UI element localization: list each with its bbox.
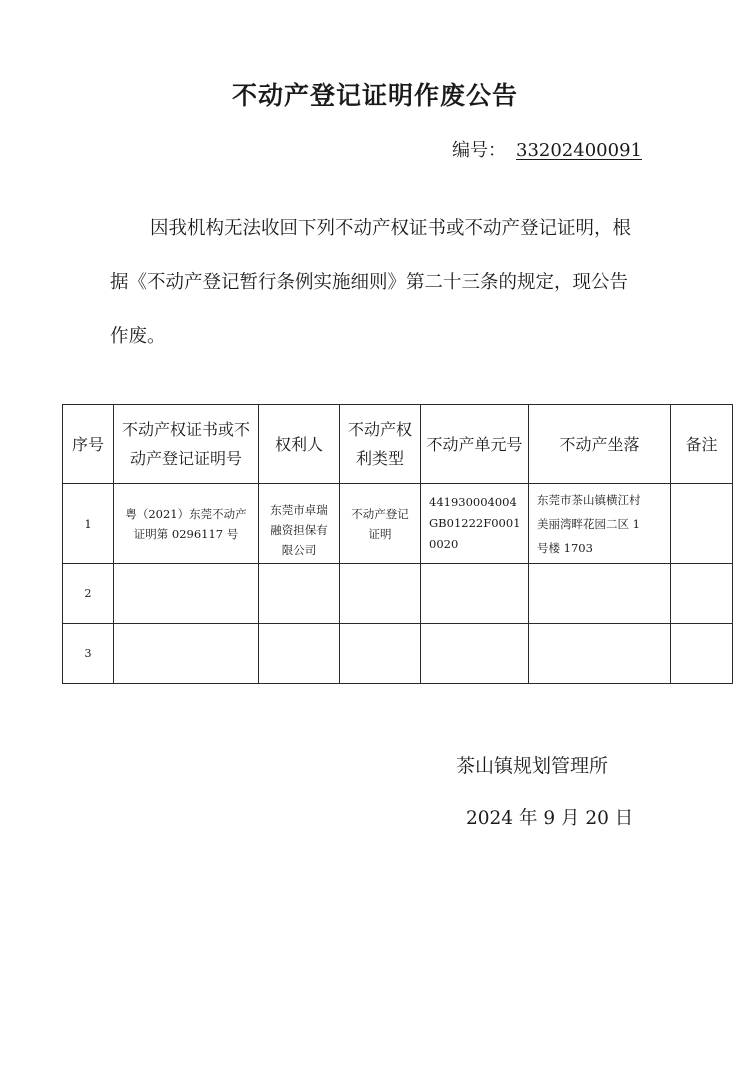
cell-unit-number: 441930004004GB01222F00010020 — [421, 484, 529, 564]
cell-owner — [259, 484, 340, 564]
document-title: 不动产登记证明作废公告 — [231, 81, 518, 110]
cell-owner-line-1: 东莞市卓瑞 — [270, 503, 328, 517]
cell-cert-line-2: 证明第 0296117 号 — [133, 526, 239, 541]
table-header-row — [63, 405, 733, 484]
cell-right-type — [340, 624, 421, 684]
table-row — [63, 484, 733, 564]
cell-unit-number — [421, 564, 529, 624]
cell-owner-line-2: 融资担保有 — [270, 523, 328, 537]
issue-date: 2024 年 9 月 20 日 — [466, 808, 634, 829]
header-type-line-1: 不动产权 — [347, 420, 412, 439]
cell-remarks — [671, 484, 733, 564]
void-certificate-table — [62, 404, 733, 684]
cell-seq: 2 — [63, 564, 114, 624]
cell-type-line-1: 不动产登记 — [351, 506, 409, 521]
header-cert-line-2: 动产登记证明号 — [129, 449, 242, 468]
cell-location — [529, 564, 671, 624]
cell-location-line-2: 美丽湾畔花园二区 1 — [537, 516, 640, 531]
cell-remarks — [671, 624, 733, 684]
paragraph-line-3: 作废。 — [110, 326, 166, 347]
table-row — [63, 624, 733, 684]
cell-owner — [259, 564, 340, 624]
cell-owner — [259, 624, 340, 684]
cell-type-line-2: 证明 — [368, 526, 392, 541]
cell-cert-number — [114, 564, 259, 624]
header-seq: 序号 — [63, 405, 114, 484]
cell-location — [529, 624, 671, 684]
document-number — [452, 136, 648, 162]
issuing-organization: 茶山镇规划管理所 — [456, 755, 609, 777]
cell-seq: 3 — [63, 624, 114, 684]
header-remarks: 备注 — [671, 405, 733, 484]
cell-location-line-1: 东莞市茶山镇横江村 — [537, 492, 641, 507]
cell-cert-number — [114, 624, 259, 684]
cell-right-type — [340, 564, 421, 624]
cell-cert-line-1: 粤（2021）东莞不动产 — [125, 506, 247, 521]
cell-seq: 1 — [63, 484, 114, 564]
header-cert-line-1: 不动产权证书或不 — [121, 420, 250, 439]
header-right-type — [340, 405, 421, 484]
cell-unit-number — [421, 624, 529, 684]
document-number-label: 编号： — [452, 140, 506, 161]
cell-owner-line-3: 限公司 — [281, 543, 317, 557]
header-location: 不动产坐落 — [529, 405, 671, 484]
cell-location-line-3: 号楼 1703 — [537, 540, 593, 555]
header-cert-number — [114, 405, 259, 484]
header-owner: 权利人 — [259, 405, 340, 484]
header-unit-number: 不动产单元号 — [421, 405, 529, 484]
header-type-line-2: 利类型 — [355, 449, 404, 468]
cell-cert-number — [114, 484, 259, 564]
cell-location — [529, 484, 671, 564]
cell-right-type — [340, 484, 421, 564]
document-number-value: 33202400091 — [516, 140, 642, 161]
paragraph-line-1: 因我机构无法收回下列不动产权证书或不动产登记证明，根 — [150, 218, 632, 239]
table-row — [63, 564, 733, 624]
cell-remarks — [671, 564, 733, 624]
paragraph-line-2: 据《不动产登记暂行条例实施细则》第二十三条的规定，现公告 — [110, 272, 629, 293]
